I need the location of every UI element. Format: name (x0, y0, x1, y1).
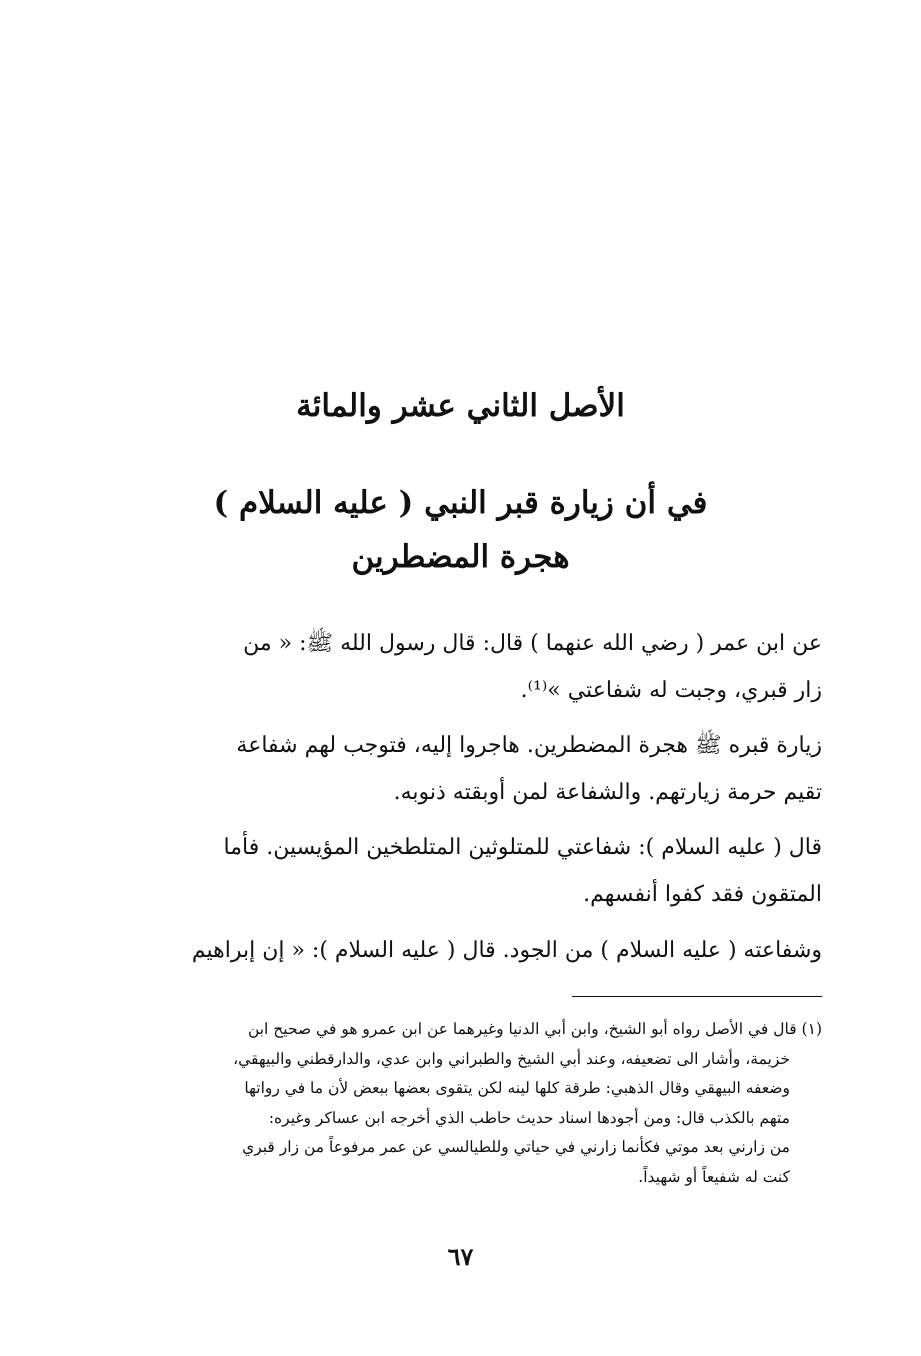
footnote (130, 1015, 822, 1192)
paragraph-3 (130, 824, 822, 918)
paragraph-line: زار قبري، وجبت له شفاعتي »⁽¹⁾. (520, 678, 822, 703)
paragraph-line: وشفاعته ( عليه السلام ) من الجود. قال ( عليه السلام ): « إن إبراهيم (191, 938, 822, 963)
footnote-first-line (130, 1015, 822, 1045)
page-number: ٦٧ (447, 1242, 474, 1271)
chapter-subtitle-line-1: في أن زيارة قبر النبي ( عليه السلام ) (213, 485, 708, 521)
paragraph-line: المتقون فقد كفوا أنفسهم. (583, 882, 822, 907)
paragraph-1 (130, 620, 822, 714)
paragraph-2 (130, 722, 822, 816)
footnote-line: متهم بالكذب قال: ومن أجودها اسناد حديث حاطب الذي أخرجه ابن عساكر وغيره: (268, 1108, 790, 1127)
paragraph-line: تقيم حرمة زيارتهم. والشفاعة لمن أوبقته ذنوبه. (393, 780, 822, 805)
paragraph-line: زيارة قبره ﷺ هجرة المضطرين. هاجروا إليه، فتوجب لهم شفاعة (236, 733, 822, 758)
footnote-marker: (١) (801, 1020, 822, 1038)
chapter-title: الأصل الثاني عشر والمائة (296, 388, 625, 424)
paragraph-4 (130, 927, 822, 974)
chapter-subtitle-line-2: هجرة المضطرين (351, 539, 570, 575)
paragraph-line: عن ابن عمر ( رضي الله عنهما ) قال: قال رسول الله ﷺ: « من (243, 631, 822, 656)
footnote-divider (572, 996, 822, 997)
footnote-line: خزيمة، وأشار الى تضعيفه، وعند أبي الشيخ والطبراني وابن عدي، والدارقطني والبيهقي، (233, 1049, 790, 1068)
footnote-line: قال في الأصل رواه أبو الشيخ، وابن أبي الدنيا وغيرهما عن ابن عمرو هو في صحيح ابن (247, 1020, 797, 1038)
chapter-subtitle (0, 476, 921, 584)
footnote-line: من زارني بعد موتي فكأنما زارني في حياتي وللطيالسي عن عمر مرفوعاً من زار قبري (242, 1138, 790, 1156)
paragraph-line: قال ( عليه السلام ): شفاعتي للمتلوثين المتلطخين المؤيسين. فأما (223, 835, 822, 860)
footnote-line: كنت له شفيعاً أو شهيداً. (638, 1167, 790, 1186)
footnote-line: وضعفه البيهقي وقال الذهبي: طرقة كلها لينه لكن يتقوى بعضها ببعض لأن ما في رواتها (244, 1079, 790, 1097)
